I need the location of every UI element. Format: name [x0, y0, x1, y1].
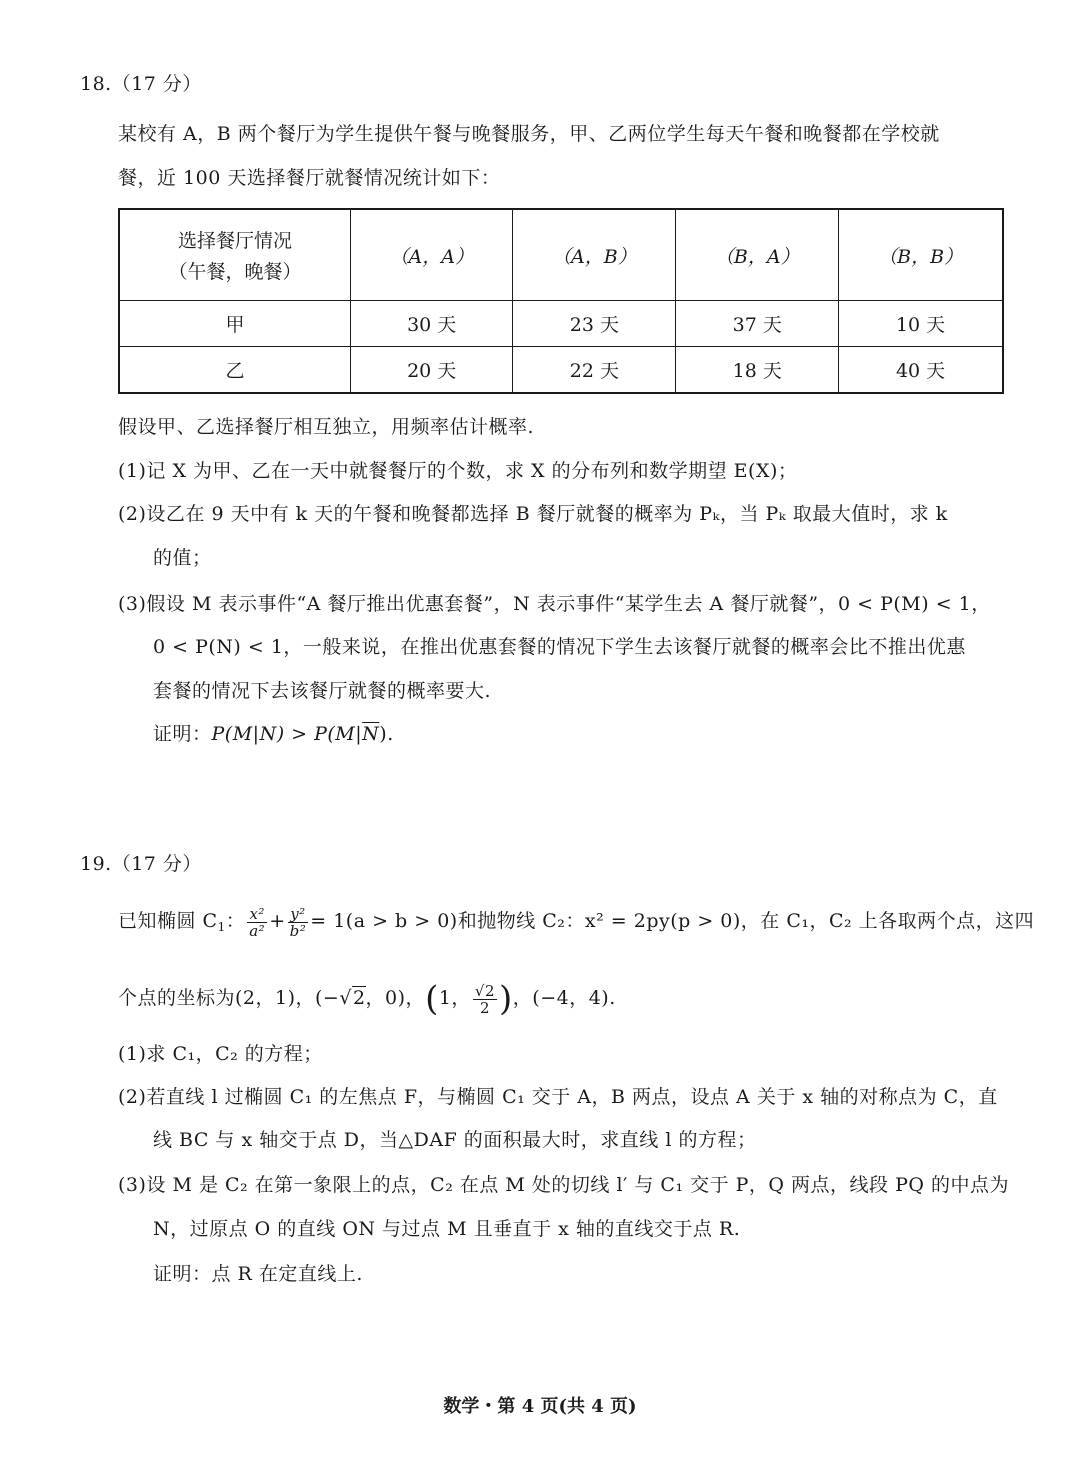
q19-title: 19.（17 分） — [80, 853, 202, 875]
table-row — [119, 347, 1003, 394]
q19-line1-rest: = 1(a > b > 0)和抛物线 C₂：x² = 2py(p > 0)，在 C₁，C₂ 上各取两个点，这四 — [310, 910, 1035, 932]
q19-part2-line1: (2)若直线 l 过椭圆 C₁ 的左焦点 F，与椭圆 C₁ 交于 A，B 两点，设点 A 关于 x 轴的对称点为 C，直 — [118, 1086, 998, 1108]
q19-part3-line2: N，过原点 O 的直线 ON 与过点 M 且垂直于 x 轴的直线交于点 R. — [153, 1218, 741, 1240]
q18-part3-line2: 0 < P(N) < 1，一般来说，在推出优惠套餐的情况下学生去该餐厅就餐的概率会比不推出优惠 — [153, 636, 966, 658]
q18-proof-nbar: $\overline{N}$ — [362, 723, 380, 745]
q18-intro-line1: 某校有 A，B 两个餐厅为学生提供午餐与晚餐服务，甲、乙两位学生每天午餐和晚餐都在学校就 — [118, 123, 940, 145]
table-col-bb: （B，B） — [839, 209, 1003, 301]
q19-part3-line1: (3)设 M 是 C₂ 在第一象限上的点，C₂ 在点 M 处的切线 l′ 与 C₁ 交于 P，Q 两点，线段 PQ 的中点为 — [118, 1174, 1009, 1196]
q18-proof-end: ). — [379, 723, 394, 745]
q19-line1-start: 已知椭圆 C — [118, 910, 218, 932]
table-cell: 40 天 — [839, 347, 1003, 394]
table-header-line1: 选择餐厅情况 — [177, 230, 292, 252]
table-cell: 23 天 — [513, 301, 676, 347]
q19-line2-end: ，(−4，4). — [512, 987, 616, 1009]
q19-line2-mid: ，0)， — [365, 987, 426, 1009]
ellipse-frac-x — [247, 906, 267, 939]
table-cell: 20 天 — [351, 347, 513, 394]
point-frac-num: √2 — [474, 981, 496, 1000]
frac-y-den: b² — [289, 921, 307, 940]
frac-y-num: y² — [288, 906, 309, 923]
table-col-ba: （B，A） — [676, 209, 839, 301]
frac-x-den: a² — [249, 921, 266, 940]
table-header-row — [119, 209, 1003, 301]
point-frac-den: 2 — [479, 998, 490, 1017]
q18-title: 18.（17 分） — [80, 73, 202, 95]
sqrt-value: 2 — [352, 987, 366, 1009]
q19-part2-line2: 线 BC 与 x 轴交于点 D，当△DAF 的面积最大时，求直线 l 的方程； — [153, 1129, 757, 1151]
q19-point-x: 1， — [438, 987, 471, 1009]
table-col-ab: （A，B） — [513, 209, 676, 301]
table-col-aa: （A，A） — [351, 209, 513, 301]
row-label: 甲 — [119, 301, 351, 347]
q18-part2-line1: (2)设乙在 9 天中有 k 天的午餐和晚餐都选择 B 餐厅就餐的概率为 Pₖ，当 Pₖ 取最大值时，求 k — [118, 503, 948, 525]
table-cell: 37 天 — [676, 301, 839, 347]
q19-line2-start: 个点的坐标为(2，1)，(− — [118, 987, 340, 1009]
q18-part1: (1)记 X 为甲、乙在一天中就餐餐厅的个数，求 X 的分布列和数学期望 E(X)； — [118, 460, 798, 482]
q18-proof — [153, 720, 394, 748]
q19-line1-sub: 1 — [217, 920, 226, 934]
frac-x-num: x² — [247, 906, 267, 923]
q18-intro-line2: 餐，近 100 天选择餐厅就餐情况统计如下： — [118, 167, 501, 189]
ellipse-frac-y — [288, 906, 309, 939]
q19-line1 — [118, 903, 1034, 945]
table-cell: 10 天 — [839, 301, 1003, 347]
q19-proof: 证明：点 R 在定直线上. — [153, 1263, 363, 1285]
table-cell: 22 天 — [513, 347, 676, 394]
q19-line2: 个点的坐标为(2，1)，(−√2，0)，(1， $\frac{√2}{2}$ )，(−4，4). — [118, 979, 616, 1019]
table-cell: 18 天 — [676, 347, 839, 394]
q19-line1-colon: ： — [225, 910, 246, 932]
dining-stats-table — [118, 208, 1004, 394]
table-header-line2: （午餐，晚餐） — [168, 261, 302, 283]
table-header-label — [119, 209, 351, 301]
q18-proof-label: 证明： — [153, 723, 212, 745]
sqrt-symbol: √ — [339, 987, 352, 1009]
q18-proof-expr: P(M|N) > P(M| — [211, 723, 363, 745]
q18-assumption: 假设甲、乙选择餐厅相互独立，用频率估计概率. — [118, 416, 535, 438]
row-label: 乙 — [119, 347, 351, 394]
page-footer: 数学・第 4 页(共 4 页) — [443, 1396, 637, 1417]
point-frac — [473, 983, 497, 1016]
table-cell: 30 天 — [351, 301, 513, 347]
q18-part3-line3: 套餐的情况下去该餐厅就餐的概率要大. — [153, 680, 492, 702]
q18-part3-line1: (3)假设 M 表示事件“A 餐厅推出优惠套餐”，N 表示事件“某学生去 A 餐厅就餐”，0 < P(M) < 1， — [118, 593, 991, 615]
q18-part2-line2: 的值； — [153, 547, 212, 569]
table-row — [119, 301, 1003, 347]
q19-part1: (1)求 C₁，C₂ 的方程； — [118, 1043, 323, 1065]
plus-sign: + — [269, 910, 286, 932]
